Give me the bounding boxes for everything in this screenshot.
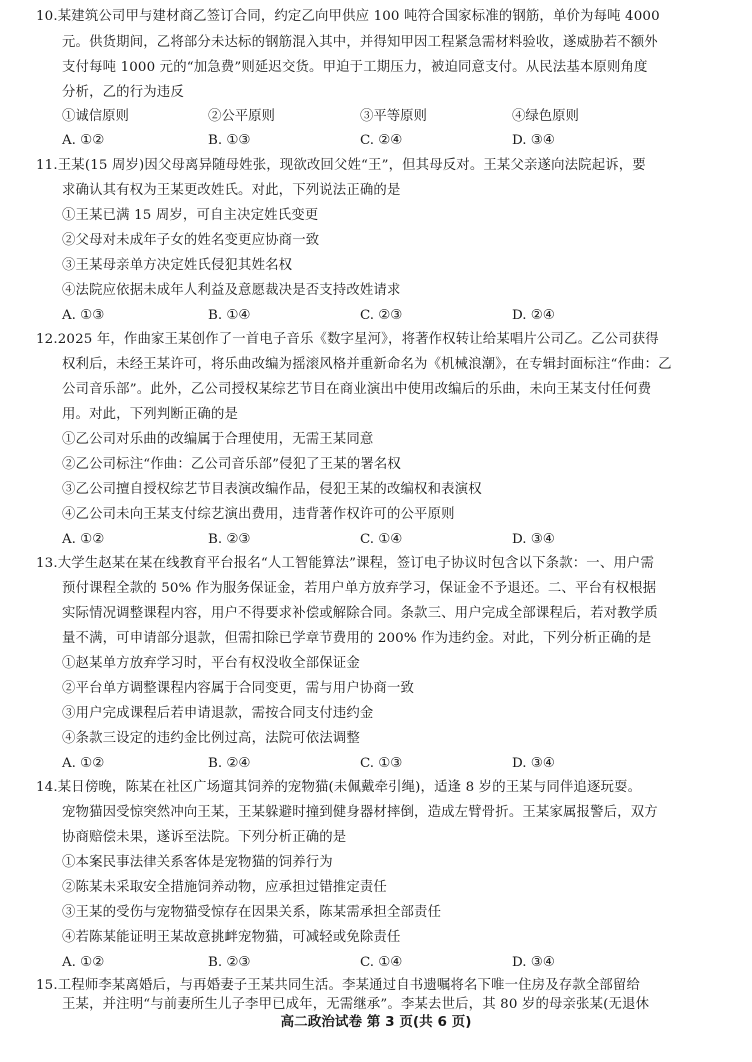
answer-option-b: B. ②③	[208, 532, 251, 547]
answer-option-a: A. ①③	[62, 308, 105, 323]
question-text-line: 王某，并注明“与前妻所生儿子李甲已成年，无需继承”。李某去世后，其 80 岁的母亲张某(无退休	[62, 997, 650, 1012]
question-text-line: 11.王某(15 周岁)因父母离异随母姓张，现欲改回父姓“王”，但其母反对。王某父亲遂向法院起诉，要	[36, 158, 646, 173]
answer-option-d: D. ②④	[512, 308, 555, 323]
question-text-line: 公司音乐部”。此外，乙公司授权某综艺节目在商业演出中使用改编后的乐曲，未向王某支付任何费	[62, 382, 652, 397]
answer-option-b: B. ①③	[208, 133, 251, 148]
choice-item: ①赵某单方放弃学习时，平台有权没收全部保证金	[62, 656, 360, 671]
choice-item: ④若陈某能证明王某故意挑衅宠物猫，可减轻或免除责任	[62, 930, 401, 945]
question-text-line: 14.某日傍晚，陈某在社区广场遛其饲养的宠物猫(未佩戴牵引绳)，适逢 8 岁的王某与同伴追逐玩耍。	[36, 780, 642, 795]
question-text-line: 预付课程全款的 50% 作为服务保证金，若用户单方放弃学习，保证金不予退还。二、平台有权根据	[62, 581, 657, 596]
question-text-line: 宠物猫因受惊突然冲向王某，王某躲避时撞到健身器材摔倒，造成左臂骨折。王某家属报警后，双方	[62, 805, 658, 820]
answer-option-a: A. ①②	[62, 756, 105, 771]
question-text-line: 12.2025 年，作曲家王某创作了一首电子音乐《数字星河》，将著作权转让给某唱片公司乙。乙公司获得	[36, 332, 659, 347]
answer-option-b: B. ①④	[208, 308, 251, 323]
question-text-line: 13.大学生赵某在某在线教育平台报名“人工智能算法”课程，签订电子协议时包含以下条款：一、用户需	[36, 556, 654, 571]
choice-item: ②陈某未采取安全措施饲养动物，应承担过错推定责任	[62, 880, 387, 895]
question-text-line: 元。供货期间，乙将部分未达标的钢筋混入其中，并得知甲因工程紧急需材料验收，遂威胁若不额外	[62, 35, 658, 50]
question-text-line: 求确认其有权为王某更改姓氏。对此，下列说法正确的是	[62, 183, 401, 198]
choice-item: ③王某的受伤与宠物猫受惊存在因果关系，陈某需承担全部责任	[62, 905, 442, 920]
answer-option-b: B. ②③	[208, 955, 251, 970]
answer-option-c: C. ①④	[360, 532, 403, 547]
choice-item: ④条款三设定的违约金比例过高，法院可依法调整	[62, 731, 360, 746]
answer-option-d: D. ③④	[512, 133, 555, 148]
question-text-line: 用。对此，下列判断正确的是	[62, 407, 239, 422]
answer-option-c: C. ②③	[360, 308, 403, 323]
choice-item: ②平台单方调整课程内容属于合同变更，需与用户协商一致	[62, 681, 415, 696]
page-footer: 高二政治试卷 第 3 页(共 6 页)	[280, 1014, 472, 1030]
question-text-line: 支付每吨 1000 元的“加急费”则延迟交货。甲迫于工期压力，被迫同意支付。从民法基本原则角度	[62, 60, 648, 75]
choice-item: ②公平原则	[208, 109, 275, 124]
answer-option-d: D. ③④	[512, 756, 555, 771]
answer-option-a: A. ①②	[62, 532, 105, 547]
choice-item: ②乙公司标注“作曲：乙公司音乐部”侵犯了王某的署名权	[62, 457, 401, 472]
answer-option-c: C. ①④	[360, 955, 403, 970]
answer-option-a: A. ①②	[62, 133, 105, 148]
answer-option-d: D. ③④	[512, 955, 555, 970]
answer-option-c: C. ②④	[360, 133, 403, 148]
question-text-line: 量不满，可申请部分退款，但需扣除已学章节费用的 200% 作为违约金。对此，下列分析正确的是	[62, 631, 652, 646]
choice-item: ③王某母亲单方决定姓氏侵犯其姓名权	[62, 258, 293, 273]
choice-item: ③平等原则	[360, 109, 427, 124]
question-text-line: 分析，乙的行为违反	[62, 85, 184, 100]
choice-item: ④绿色原则	[512, 109, 579, 124]
question-text-line: 10.某建筑公司甲与建材商乙签订合同，约定乙向甲供应 100 吨符合国家标准的钢筋，单价为每吨 4000	[36, 9, 660, 24]
answer-option-c: C. ①③	[360, 756, 403, 771]
choice-item: ①本案民事法律关系客体是宠物猫的饲养行为	[62, 855, 333, 870]
choice-item: ①诚信原则	[62, 109, 129, 124]
choice-item: ①王某已满 15 周岁，可自主决定姓氏变更	[62, 208, 319, 223]
choice-item: ②父母对未成年子女的姓名变更应协商一致	[62, 233, 320, 248]
choice-item: ③用户完成课程后若申请退款，需按合同支付违约金	[62, 706, 374, 721]
choice-item: ①乙公司对乐曲的改编属于合理使用，无需王某同意	[62, 432, 374, 447]
choice-item: ③乙公司擅自授权综艺节目表演改编作品，侵犯王某的改编权和表演权	[62, 482, 482, 497]
answer-option-b: B. ②④	[208, 756, 251, 771]
answer-option-d: D. ③④	[512, 532, 555, 547]
question-text-line: 协商赔偿未果，遂诉至法院。下列分析正确的是	[62, 830, 347, 845]
answer-option-a: A. ①②	[62, 955, 105, 970]
question-text-line: 15.工程师李某离婚后，与再婚妻子王某共同生活。李某通过自书遗嘱将名下唯一住房及存款全部留给	[36, 978, 640, 993]
question-text-line: 实际情况调整课程内容，用户不得要求补偿或解除合同。条款三、用户完成全部课程后，若对教学质	[62, 606, 658, 621]
question-text-line: 权利后，未经王某许可，将乐曲改编为摇滚风格并重新命名为《机械浪潮》，在专辑封面标注“作曲：乙	[62, 357, 672, 372]
choice-item: ④乙公司未向王某支付综艺演出费用，违背著作权许可的公平原则	[62, 507, 455, 522]
choice-item: ④法院应依据未成年人利益及意愿裁决是否支持改姓请求	[62, 283, 401, 298]
